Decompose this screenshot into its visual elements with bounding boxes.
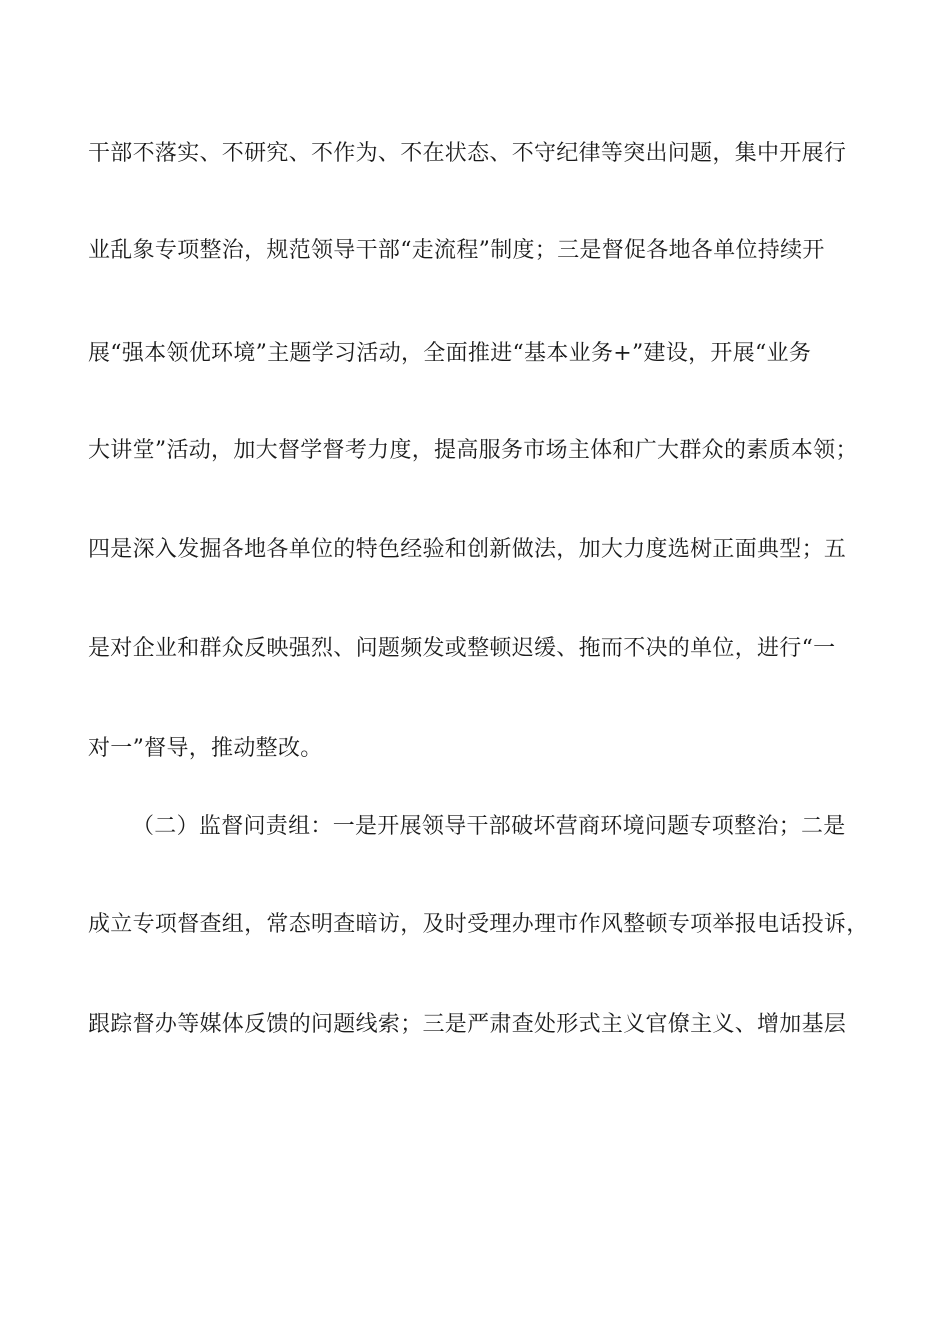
body-text-line: 对一”督导，推动整改。 [88, 736, 323, 761]
body-text-line: 成立专项督查组，常态明查暗访，及时受理办理市作风整顿专项举报电话投诉， [88, 912, 869, 937]
body-text-line: 干部不落实、不研究、不作为、不在状态、不守纪律等突出问题，集中开展行 [88, 141, 847, 166]
body-text-line: 跟踪督办等媒体反馈的问题线索；三是严肃查处形式主义官僚主义、增加基层 [88, 1012, 847, 1037]
section-heading-line: （二）监督问责组：一是开展领导干部破坏营商环境问题专项整治；二是 [132, 814, 846, 839]
body-text-line: 大讲堂”活动，加大督学督考力度，提高服务市场主体和广大群众的素质本领； [88, 438, 858, 463]
body-text-line: 四是深入发掘各地各单位的特色经验和创新做法，加大力度选树正面典型；五 [88, 537, 847, 562]
body-text-line: 业乱象专项整治，规范领导干部“走流程”制度；三是督促各地各单位持续开 [88, 238, 825, 263]
body-text-line: 展“强本领优环境”主题学习活动，全面推进“基本业务+”建设，开展“业务 [88, 341, 812, 366]
body-text-line: 是对企业和群众反映强烈、问题频发或整顿迟缓、拖而不决的单位，进行“一 [88, 636, 836, 661]
